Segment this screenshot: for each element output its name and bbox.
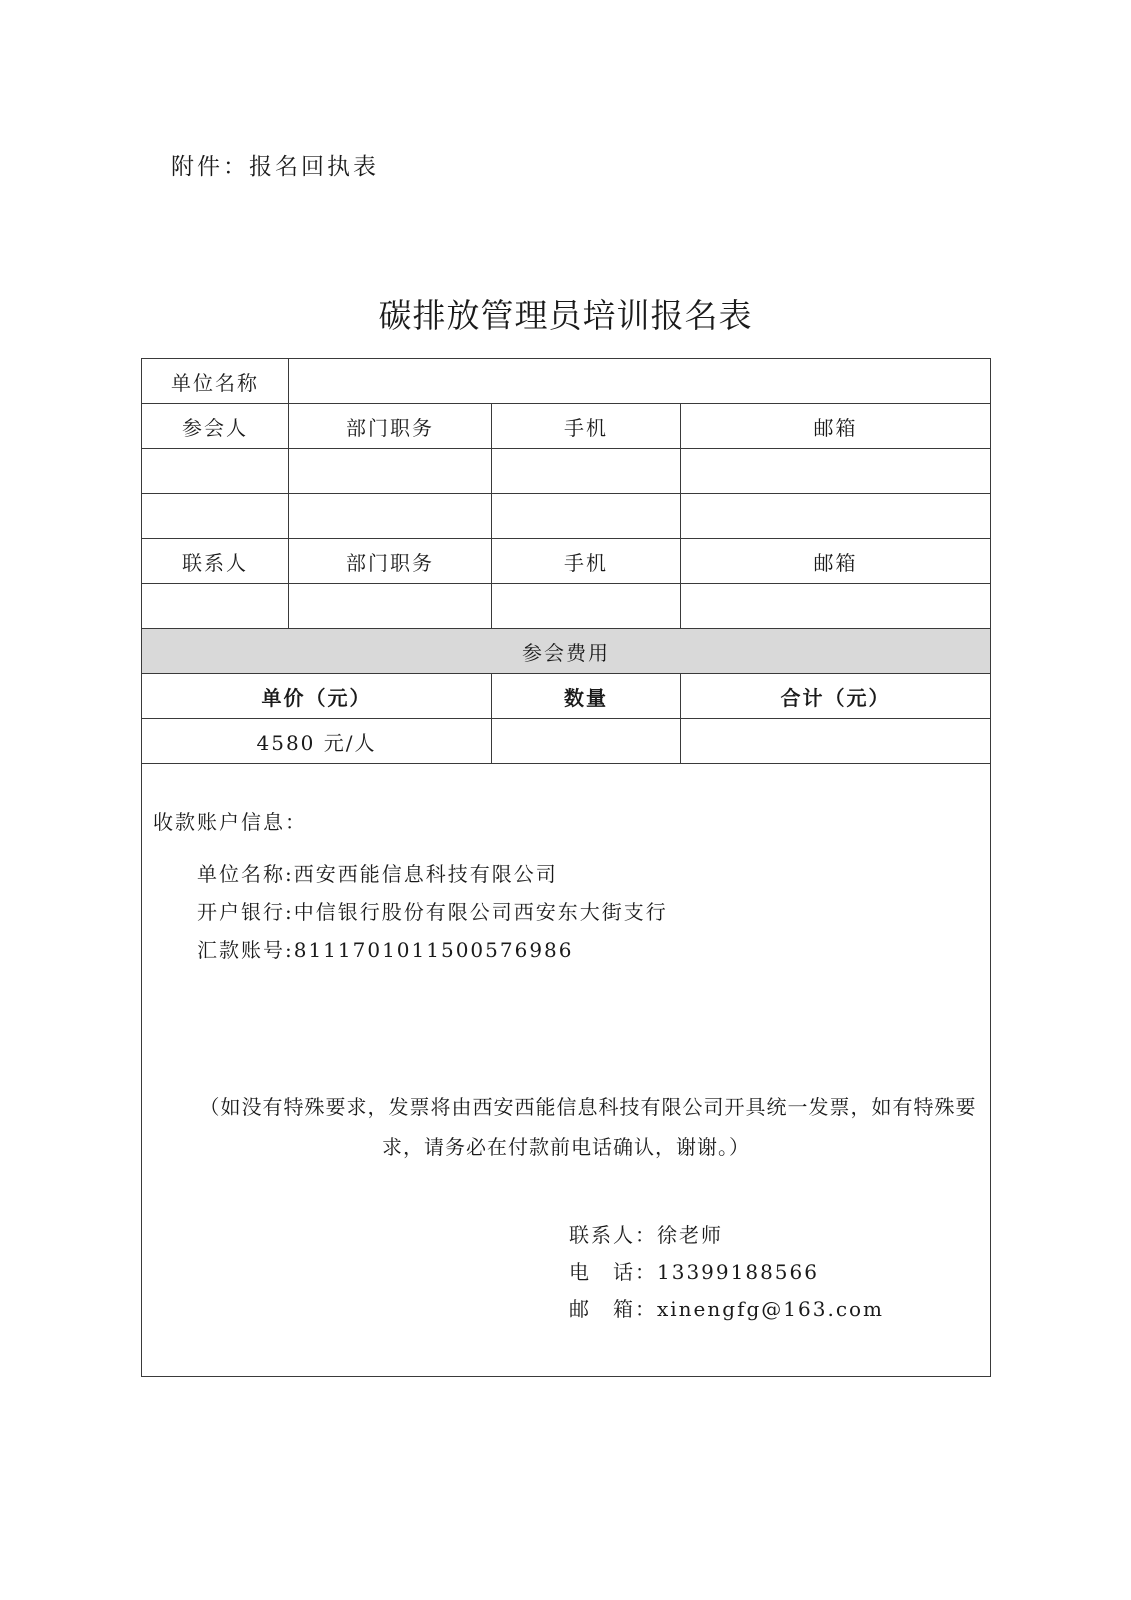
- contact-header-name: 联系人: [142, 539, 289, 584]
- fee-row: [142, 719, 991, 764]
- contact-header-phone: 手机: [492, 539, 681, 584]
- bank-name-line: 开户银行:中信银行股份有限公司西安东大街支行: [197, 900, 668, 924]
- attendee-row: [142, 449, 991, 494]
- contact-phone-cell[interactable]: [492, 584, 681, 629]
- payee-name-line: 单位名称:西安西能信息科技有限公司: [197, 862, 558, 886]
- attendee-phone-cell[interactable]: [492, 449, 681, 494]
- attendee-header-dept: 部门职务: [289, 404, 492, 449]
- fee-header-row: [142, 674, 991, 719]
- attendee-header-phone: 手机: [492, 404, 681, 449]
- total-input-cell[interactable]: [681, 719, 991, 764]
- attendee-dept-cell[interactable]: [289, 494, 492, 539]
- fee-section-title: 参会费用: [142, 629, 991, 674]
- attendee-row: [142, 494, 991, 539]
- attendee-phone-cell[interactable]: [492, 494, 681, 539]
- contact-person: 联系人：徐老师: [569, 1223, 723, 1247]
- contact-row: [142, 584, 991, 629]
- registration-form-table: [141, 358, 991, 1377]
- attachment-label: 附件：报名回执表: [171, 154, 379, 180]
- attendee-name-cell[interactable]: [142, 494, 289, 539]
- attendee-header-email: 邮箱: [681, 404, 991, 449]
- quantity-input-cell[interactable]: [492, 719, 681, 764]
- contact-header-row: [142, 539, 991, 584]
- unit-price-header: 单价（元）: [142, 674, 492, 719]
- quantity-header: 数量: [492, 674, 681, 719]
- contact-phone: 电 话：13399188566: [569, 1260, 819, 1284]
- attendee-name-cell[interactable]: [142, 449, 289, 494]
- attendee-header-name: 参会人: [142, 404, 289, 449]
- attendee-header-row: [142, 404, 991, 449]
- attendee-email-cell[interactable]: [681, 494, 991, 539]
- payment-info-cell: [142, 764, 991, 1377]
- contact-email-cell[interactable]: [681, 584, 991, 629]
- contact-name-cell[interactable]: [142, 584, 289, 629]
- contact-header-dept: 部门职务: [289, 539, 492, 584]
- payment-info-row: [142, 764, 991, 1377]
- account-number-line: 汇款账号:8111701011500576986: [197, 938, 574, 962]
- contact-dept-cell[interactable]: [289, 584, 492, 629]
- contact-header-email: 邮箱: [681, 539, 991, 584]
- fee-section-row: [142, 629, 991, 674]
- attendee-dept-cell[interactable]: [289, 449, 492, 494]
- invoice-note: （如没有特殊要求，发票将由西安西能信息科技有限公司开具统一发票，如有特殊要求，请务必在付款前电话确认，谢谢。）: [199, 1095, 977, 1159]
- unit-name-input-cell[interactable]: [289, 359, 991, 404]
- form-title: 碳排放管理员培训报名表: [378, 296, 753, 335]
- unit-name-row: [142, 359, 991, 404]
- unit-price-value: 4580 元/人: [142, 719, 492, 764]
- attendee-email-cell[interactable]: [681, 449, 991, 494]
- total-header: 合计（元）: [681, 674, 991, 719]
- unit-name-label: 单位名称: [142, 359, 289, 404]
- contact-email: 邮 箱：xinengfg@163.com: [569, 1297, 885, 1321]
- payment-heading: 收款账户信息：: [153, 810, 307, 834]
